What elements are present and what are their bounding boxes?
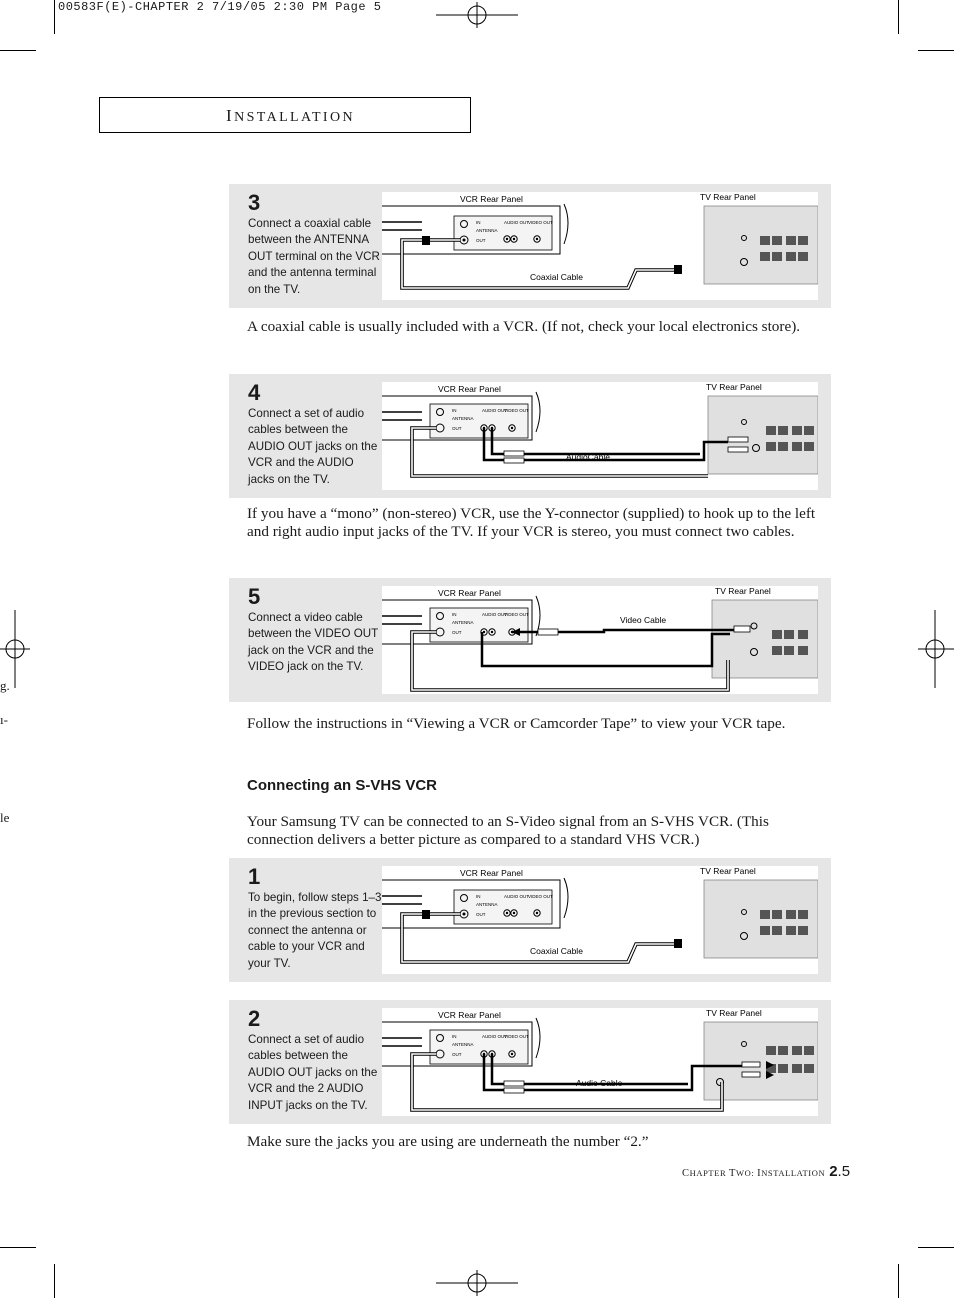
vcr-in-label: IN — [452, 612, 457, 617]
margin-fragment: le — [0, 810, 10, 825]
tv-panel-icon — [704, 880, 818, 958]
vcr-audio-out-label: AUDIO OUT — [504, 894, 530, 899]
vcr-video-out-label: VIDEO OUT — [528, 220, 553, 225]
vcr-out-label: OUT — [476, 238, 486, 243]
step-number: 4 — [248, 380, 261, 405]
vcr-antenna-label: ANTENNA — [452, 620, 474, 625]
registration-mark-icon — [436, 2, 518, 28]
step-panel-svhs-1 — [229, 858, 831, 982]
vcr-antenna-label: ANTENNA — [476, 902, 498, 907]
step-panel-3 — [229, 184, 831, 308]
crop-mark — [0, 1247, 36, 1248]
vcr-panel-icon — [382, 596, 540, 644]
margin-fragment: ı- — [0, 712, 8, 727]
vcr-out-label: OUT — [476, 912, 486, 917]
vcr-in-label: IN — [452, 408, 457, 413]
step-instruction: Connect a video cable between the VIDEO OUT jack on the VCR and the VIDEO jack on the TV. — [248, 611, 378, 674]
vcr-antenna-label: ANTENNA — [452, 1042, 474, 1047]
registration-mark-icon — [918, 610, 954, 688]
section-header-title: INSTALLATION — [226, 106, 355, 125]
vcr-audio-out-label: AUDIO OUT — [482, 612, 508, 617]
vcr-video-out-label: VIDEO OUT — [504, 408, 529, 413]
step-instruction: To begin, follow steps 1–3 in the previous section to connect the antenna or cable to your VCR and your TV. — [248, 891, 382, 970]
tv-panel-icon — [704, 206, 818, 284]
connection-diagram — [382, 866, 818, 974]
vcr-out-label: OUT — [452, 630, 462, 635]
step-instruction: Connect a set of audio cables between the AUDIO OUT jacks on the VCR and the AUDIO jacks on the TV. — [248, 407, 378, 486]
vcr-audio-out-label: AUDIO OUT — [482, 408, 508, 413]
vcr-rear-panel-label: VCR Rear Panel — [460, 194, 523, 204]
step-number: 3 — [248, 190, 261, 215]
vcr-panel-icon — [382, 878, 568, 928]
crop-mark — [898, 0, 899, 34]
margin-fragment: g. — [0, 678, 10, 693]
paragraph-svhs-intro: Your Samsung TV can be connected to an S-Video signal from an S-VHS VCR. (This connection delivers a better picture as compared to a standard VHS VCR.) — [247, 813, 769, 848]
step-number: 1 — [248, 864, 261, 889]
crop-mark — [54, 1264, 55, 1298]
step-instruction: Connect a set of audio cables between the AUDIO OUT jacks on the VCR and the 2 AUDIO INPUT jacks on the TV. — [248, 1033, 378, 1112]
vcr-out-label: OUT — [452, 1052, 462, 1057]
vcr-antenna-label: ANTENNA — [452, 416, 474, 421]
connection-diagram — [382, 1008, 818, 1116]
vcr-in-label: IN — [476, 894, 481, 899]
cable-label: AudioCable — [566, 452, 610, 462]
vcr-panel-icon — [382, 1018, 540, 1066]
step-panel-4 — [229, 374, 831, 498]
page-footer — [682, 1163, 850, 1181]
vcr-in-label: IN — [452, 1034, 457, 1039]
tv-rear-panel-label: TV Rear Panel — [700, 192, 756, 202]
cable-label: Coaxial Cable — [530, 946, 583, 956]
vcr-video-out-label: VIDEO OUT — [528, 894, 553, 899]
print-slug: 00583F(E)-CHAPTER 2 7/19/05 2:30 PM Page 5 — [58, 0, 382, 14]
vcr-panel-icon — [382, 204, 568, 254]
step-panel-svhs-2 — [229, 1000, 831, 1124]
step-number: 2 — [248, 1006, 261, 1031]
cable-label: Coaxial Cable — [530, 272, 583, 282]
step-panel-5 — [229, 578, 831, 702]
paragraph-coaxial-note: A coaxial cable is usually included with a VCR. (If not, check your local electronics store). — [247, 318, 801, 335]
vcr-antenna-label: ANTENNA — [476, 228, 498, 233]
cable-label: Video Cable — [620, 615, 667, 625]
connection-diagram — [382, 192, 818, 300]
registration-mark-icon — [436, 1270, 518, 1296]
crop-mark — [898, 1264, 899, 1298]
vcr-rear-panel-label: VCR Rear Panel — [438, 384, 501, 394]
tv-rear-panel-label: TV Rear Panel — [706, 382, 762, 392]
crop-mark — [918, 1247, 954, 1248]
registration-mark-icon — [0, 610, 30, 688]
tv-rear-panel-label: TV Rear Panel — [700, 866, 756, 876]
vcr-audio-out-label: AUDIO OUT — [482, 1034, 508, 1039]
crop-mark — [54, 0, 55, 34]
tv-rear-panel-label: TV Rear Panel — [706, 1008, 762, 1018]
cable-label: Audio Cable — [576, 1078, 623, 1088]
vcr-video-out-label: VIDEO OUT — [504, 1034, 529, 1039]
connection-diagram — [382, 382, 818, 490]
step-instruction: Connect a coaxial cable between the ANTENNA OUT terminal on the VCR and the antenna terminal on the TV. — [248, 217, 380, 296]
paragraph-mono-vcr-note: If you have a “mono” (non-stereo) VCR, use the Y-connector (supplied) to hook up to the left and right audio input jacks of the TV. If your VCR is stereo, you must connect two cables. — [247, 505, 816, 540]
vcr-rear-panel-label: VCR Rear Panel — [460, 868, 523, 878]
connection-diagram — [382, 586, 818, 694]
paragraph-jacks-note: Make sure the jacks you are using are underneath the number “2.” — [247, 1133, 649, 1150]
vcr-video-out-label: VIDEO OUT — [504, 612, 529, 617]
vcr-rear-panel-label: VCR Rear Panel — [438, 588, 501, 598]
vcr-panel-icon — [382, 392, 540, 440]
footer-chapter-title: CHAPTER TWO: INSTALLATION — [682, 1168, 826, 1179]
vcr-out-label: OUT — [452, 426, 462, 431]
crop-mark — [0, 50, 36, 51]
paragraph-view-tape-note: Follow the instructions in “Viewing a VCR or Camcorder Tape” to view your VCR tape. — [247, 715, 786, 732]
crop-mark — [918, 50, 954, 51]
step-number: 5 — [248, 584, 261, 609]
section-heading: Connecting an S-VHS VCR — [247, 777, 438, 794]
vcr-in-label: IN — [476, 220, 481, 225]
tv-panel-icon — [708, 396, 818, 474]
page-number: 2.5 — [829, 1163, 851, 1180]
tv-rear-panel-label: TV Rear Panel — [715, 586, 771, 596]
vcr-audio-out-label: AUDIO OUT — [504, 220, 530, 225]
vcr-rear-panel-label: VCR Rear Panel — [438, 1010, 501, 1020]
